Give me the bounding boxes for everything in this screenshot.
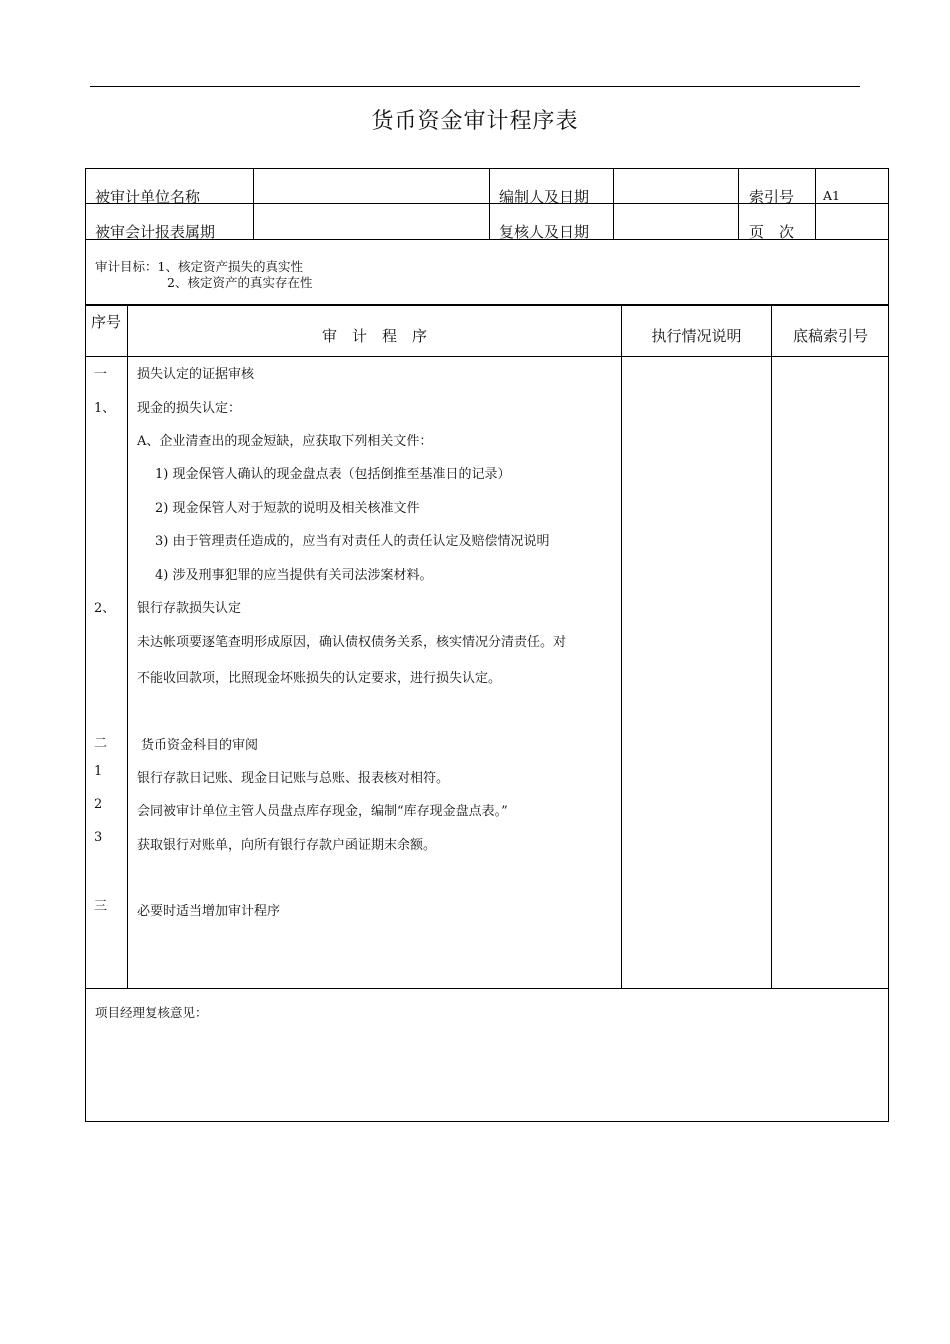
row-seq: 2、: [94, 601, 116, 616]
reviewer-label: 复核人及日期: [499, 223, 590, 241]
row-seq: 三: [94, 899, 108, 914]
col-head-procedure: 审 计 程 序: [321, 327, 427, 345]
preparer-label: 编制人及日期: [499, 188, 590, 206]
review-top-line: [85, 988, 889, 989]
row-text: 损失认定的证据审核: [137, 367, 255, 382]
row-text: 货币资金科目的审阅: [141, 738, 259, 753]
header-col-divider: [253, 168, 254, 239]
row-text: 4) 涉及刑事犯罪的应当提供有关司法涉案材料。: [155, 568, 433, 583]
row-text: A、企业清查出的现金短缺，应获取下列相关文件：: [137, 434, 433, 449]
period-label: 被审会计报表属期: [95, 223, 216, 241]
top-rule: [90, 86, 860, 87]
index-label: 索引号: [749, 188, 795, 206]
row-seq: 3: [94, 830, 103, 845]
row-text: 2) 现金保管人对于短款的说明及相关核准文件: [155, 501, 420, 516]
row-text: 未达帐项要逐笔查明形成原因，确认债权债务关系，核实情况分清责任。对: [137, 635, 567, 650]
page-title: 货币资金审计程序表: [371, 109, 579, 134]
row-seq: 二: [94, 736, 108, 751]
procedure-col-divider: [621, 305, 622, 988]
row-seq: 一: [94, 367, 108, 382]
objective-line-1: 审计目标：1、核定资产损失的真实性: [95, 259, 303, 274]
row-seq: 1: [94, 764, 103, 779]
row-seq: 2: [94, 797, 103, 812]
row-text: 现金的损失认定：: [137, 401, 242, 416]
row-text: 3) 由于管理责任造成的，应当有对责任人的责任认定及赔偿情况说明: [155, 534, 550, 549]
objective-line-2: 2、核定资产的真实存在性: [167, 275, 313, 290]
row-text: 银行存款日记账、现金日记账与总账、报表核对相符。: [137, 771, 450, 786]
row-text: 必要时适当增加审计程序: [137, 904, 281, 919]
objectives-bottom-line: [85, 304, 889, 306]
page-label: 页 次: [749, 223, 795, 241]
col-head-workpaper: 底稿索引号: [792, 327, 868, 345]
row-text: 获取银行对账单，向所有银行存款户函证期末余额。: [137, 838, 437, 853]
col-head-seq: 序号: [90, 313, 121, 331]
row-text: 不能收回款项，比照现金坏账损失的认定要求，进行损失认定。: [137, 671, 502, 686]
row-text: 银行存款损失认定: [137, 601, 242, 616]
execution-col-divider: [771, 305, 772, 988]
header-col-divider: [489, 168, 490, 239]
header-col-divider: [815, 168, 816, 239]
col-head-execution: 执行情况说明: [651, 327, 742, 345]
header-col-divider: [613, 168, 614, 239]
row-seq: 1、: [94, 401, 116, 416]
review-label: 项目经理复核意见：: [95, 1005, 208, 1020]
index-value: A1: [823, 188, 840, 203]
entity-label: 被审计单位名称: [95, 188, 201, 206]
row-text: 1) 现金保管人确认的现金盘点表（包括倒推至基准日的记录）: [155, 467, 511, 482]
column-head-bottom-line: [85, 356, 889, 357]
row-text: 会同被审计单位主管人员盘点库存现金，编制“库存现金盘点表。”: [137, 804, 508, 819]
header-col-divider: [738, 168, 739, 239]
seq-col-divider: [127, 305, 128, 988]
